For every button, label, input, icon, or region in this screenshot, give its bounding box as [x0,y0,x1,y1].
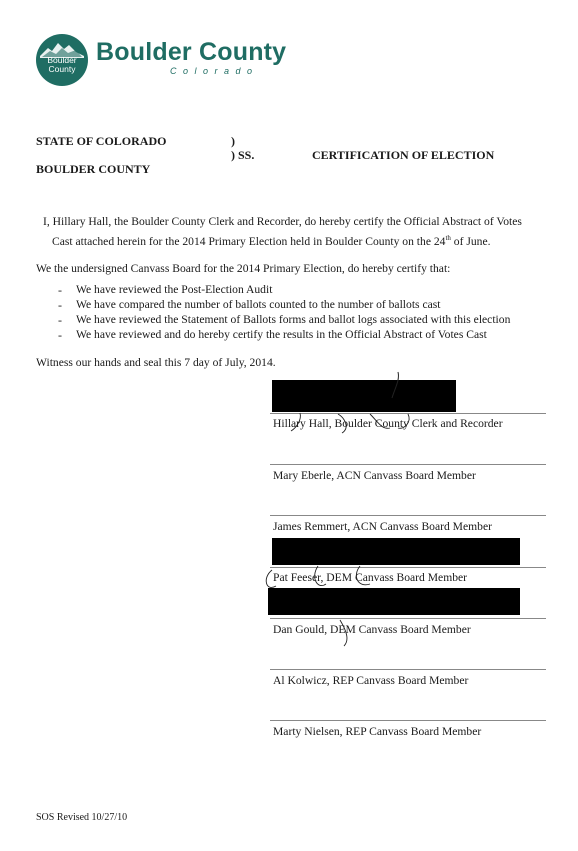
signature-line [270,567,546,568]
signature-line [270,720,546,721]
signature-label-clerk: Hillary Hall, Boulder County Clerk and Recorder [273,417,503,430]
signature-line [270,413,546,414]
signature-line [270,669,546,670]
list-item: We have compared the number of ballots counted to the number of ballots cast [76,298,441,311]
logo-circle-line2: County [48,64,76,74]
list-item: We have reviewed the Post-Election Audit [76,283,273,296]
header-paren: ) [231,134,235,148]
list-bullet: - [58,298,62,312]
county-heading: BOULDER COUNTY [36,162,151,176]
signature-label-kolwicz: Al Kolwicz, REP Canvass Board Member [273,674,469,687]
county-logo [36,34,88,86]
header-ss: ) SS. [231,148,255,162]
redacted-signature [272,380,456,412]
list-bullet: - [58,313,62,327]
certify-line-1: I, Hillary Hall, the Boulder County Clerk and Recorder, do hereby certify the Official Abstract of Votes [43,215,522,228]
list-bullet: - [58,283,62,297]
logo-subtitle: Colorado [170,66,259,76]
certify-line-2-text: Cast attached herein for the 2014 Primary Election held in Boulder County on the 24 [52,234,446,248]
witness-statement: Witness our hands and seal this 7 day of July, 2014. [36,356,276,369]
redacted-signature [272,538,520,565]
canvass-intro: We the undersigned Canvass Board for the 2014 Primary Election, do hereby certify that: [36,262,451,275]
revision-footer: SOS Revised 10/27/10 [36,812,128,823]
certify-line-2 [52,230,491,250]
signature-label-eberle: Mary Eberle, ACN Canvass Board Member [273,469,476,482]
ordinal-suffix: th [445,234,451,242]
logo-circle-text [36,56,88,74]
list-item: We have reviewed the Statement of Ballots forms and ballot logs associated with this election [76,313,511,326]
state-heading: STATE OF COLORADO [36,134,167,148]
logo-circle-line1: Boulder [47,55,77,65]
signature-label-gould: Dan Gould, DEM Canvass Board Member [273,623,471,636]
redacted-signature [268,588,520,615]
certify-line-2-end: of June. [450,234,491,248]
list-bullet: - [58,328,62,342]
signature-label-nielsen: Marty Nielsen, REP Canvass Board Member [273,725,482,738]
logo-title: Boulder County [96,38,287,66]
list-item: We have reviewed and do hereby certify the results in the Official Abstract of Votes Cast [76,328,487,341]
signature-label-remmert: James Remmert, ACN Canvass Board Member [273,520,492,533]
signature-line [270,515,546,516]
signature-label-feeser: Pat Feeser, DEM Canvass Board Member [273,571,468,584]
document-title: CERTIFICATION OF ELECTION [312,148,495,162]
signature-line [270,464,546,465]
signature-line [270,618,546,619]
